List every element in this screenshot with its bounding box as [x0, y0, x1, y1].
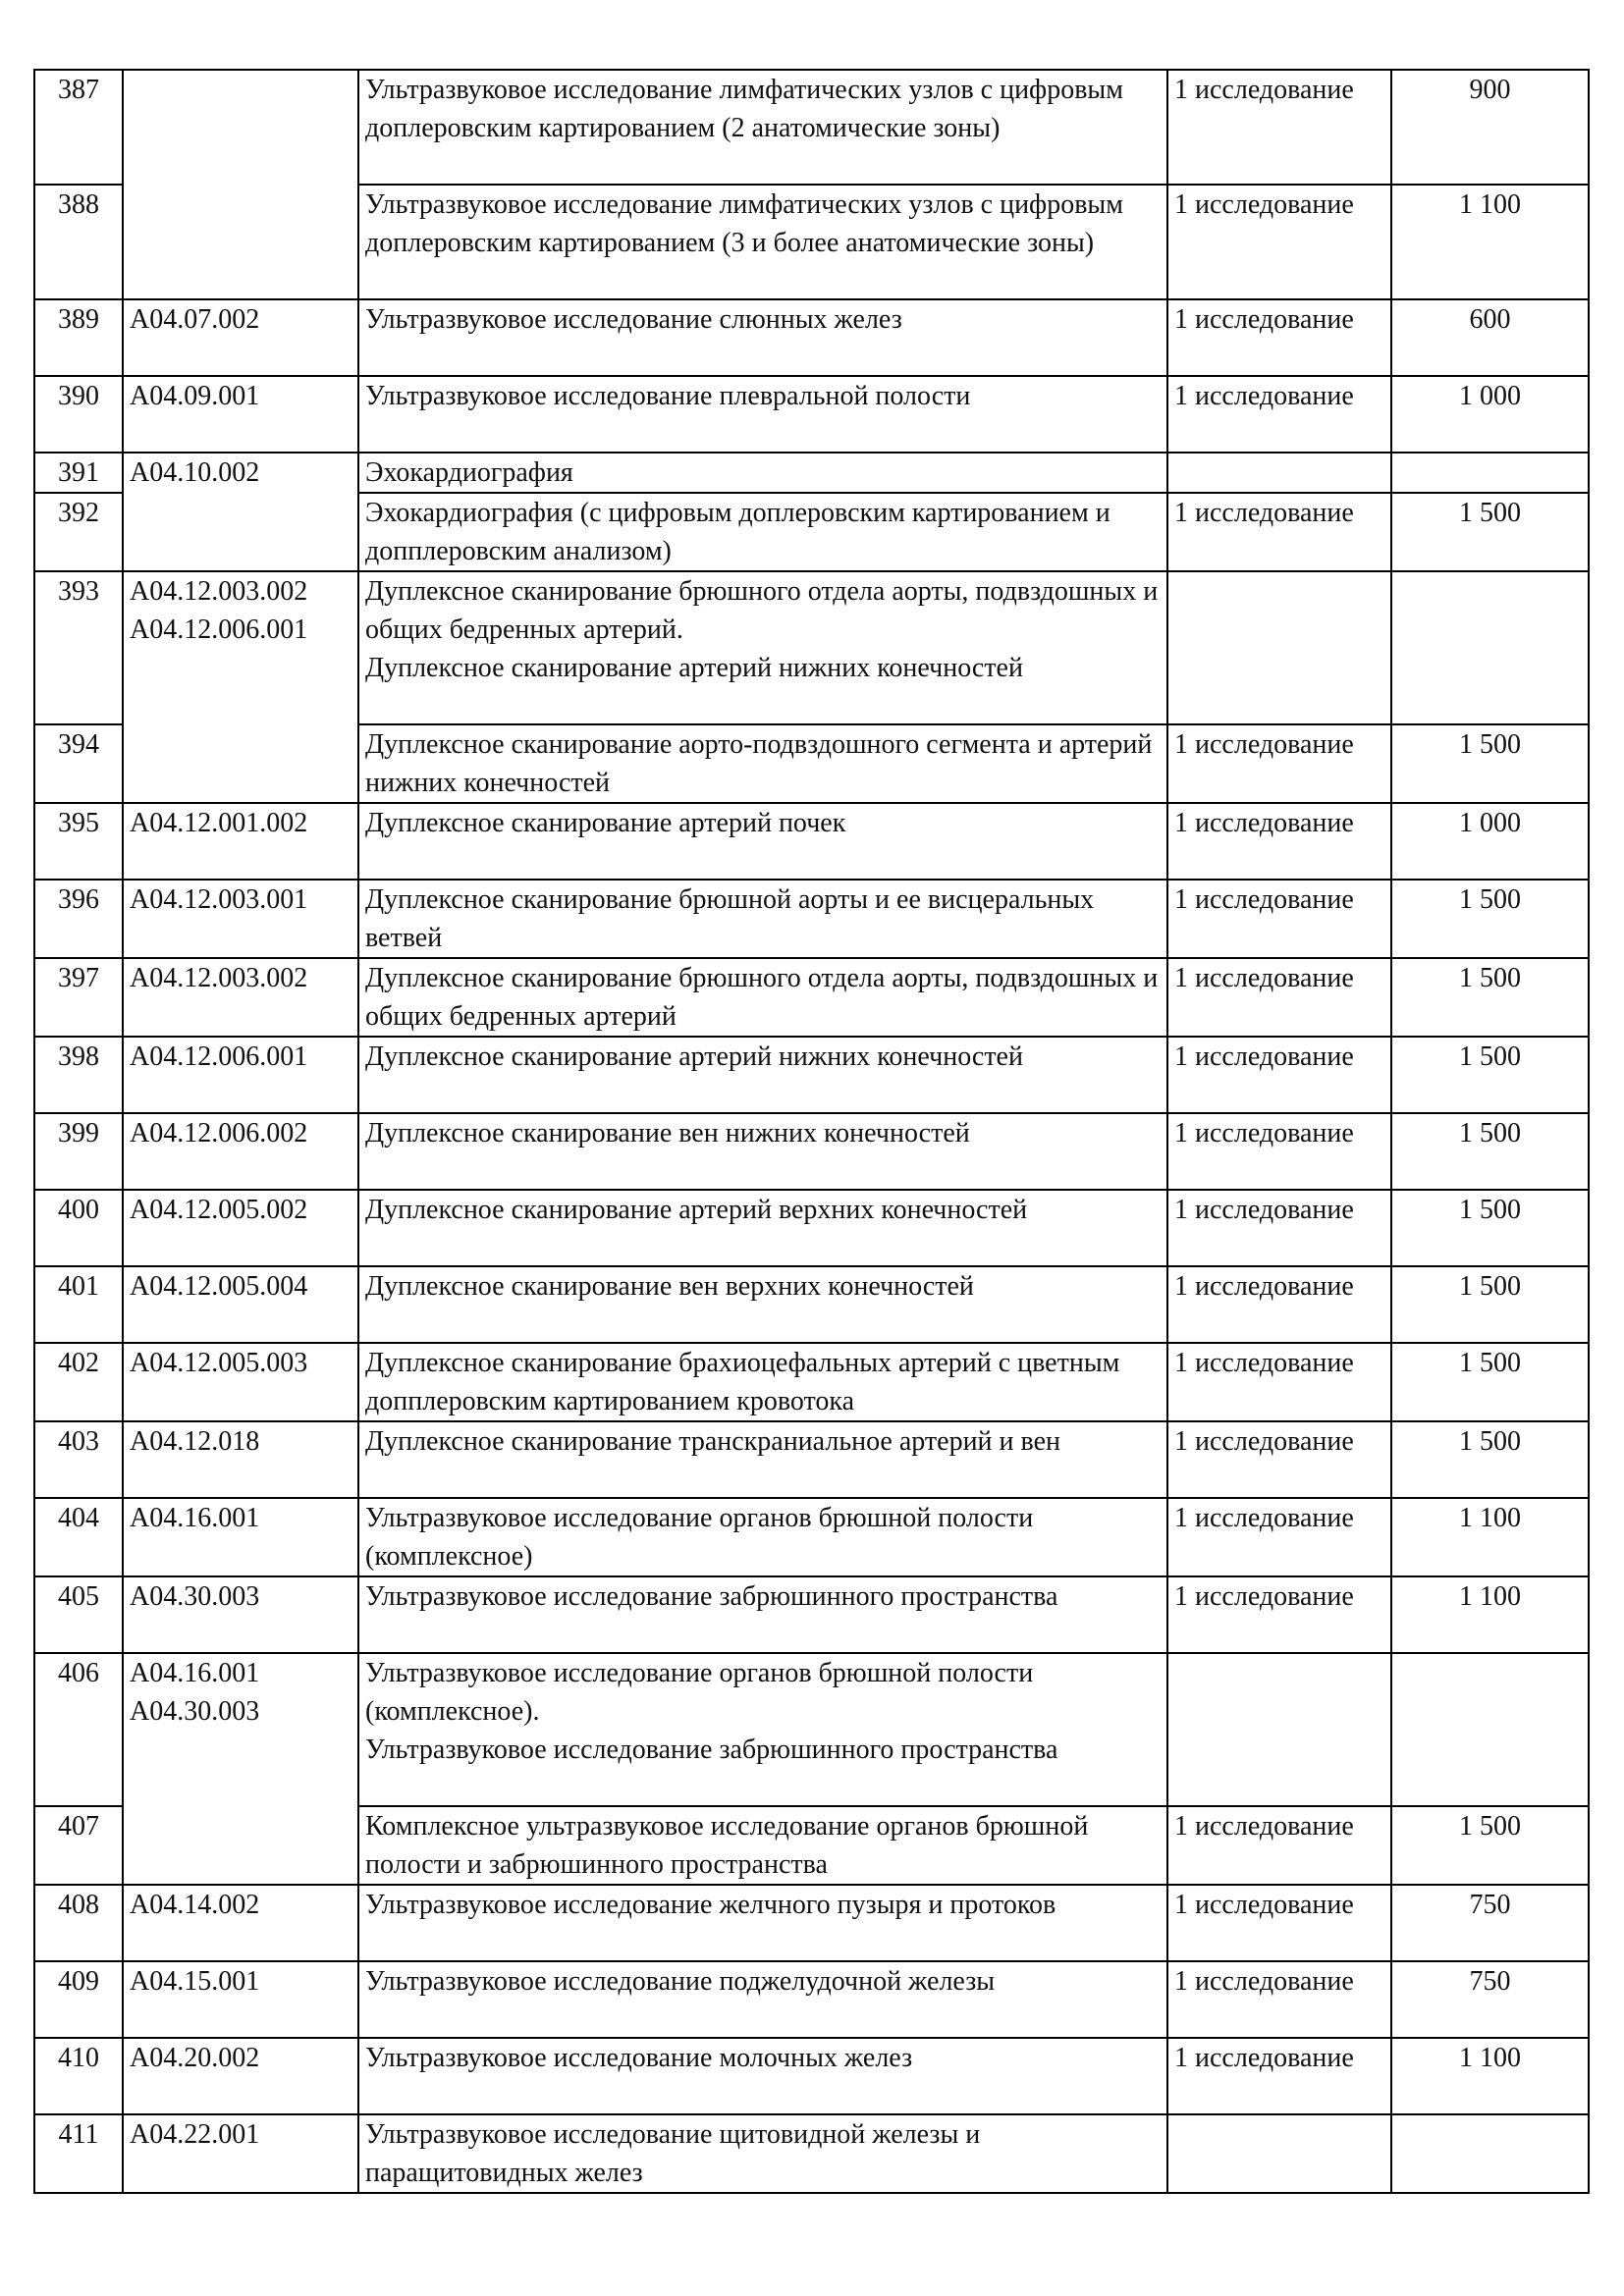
row-number: 393	[34, 571, 123, 724]
service-code-line: A04.12.003.002	[130, 963, 308, 993]
service-unit: 1 исследование	[1167, 803, 1391, 880]
service-code	[123, 1653, 358, 1885]
service-price: 750	[1391, 1961, 1589, 2038]
service-name-line: Ультразвуковое исследование лимфатических узлов с цифровым доплеровским картированием (2 анатомические зоны)	[365, 75, 1123, 143]
service-price: 1 000	[1391, 803, 1589, 880]
service-code-line: A04.10.002	[130, 457, 260, 488]
service-name-line: Дуплексное сканирование артерий верхних конечностей	[365, 1195, 1028, 1225]
table-row	[34, 1653, 1589, 1806]
service-code	[123, 299, 358, 376]
service-name-line: Ультразвуковое исследование лимфатических узлов с цифровым доплеровским картированием (3 и более анатомические зоны)	[365, 189, 1123, 258]
service-unit	[1167, 1653, 1391, 1806]
service-code-line: A04.12.006.001	[130, 1041, 308, 1072]
service-name	[358, 880, 1167, 958]
table-row	[34, 1498, 1589, 1576]
service-name-line: Ультразвуковое исследование органов брюшной полости (комплексное)	[365, 1503, 1034, 1572]
service-code	[123, 1498, 358, 1576]
row-number: 398	[34, 1037, 123, 1113]
service-price: 1 100	[1391, 2038, 1589, 2114]
service-name	[358, 185, 1167, 299]
service-price	[1391, 2114, 1589, 2193]
table-row	[34, 2114, 1589, 2193]
service-code	[123, 1885, 358, 1961]
table-row	[34, 1576, 1589, 1653]
service-code-line: A04.07.002	[130, 304, 260, 335]
service-unit: 1 исследование	[1167, 958, 1391, 1037]
service-code-line: A04.14.002	[130, 1890, 260, 1920]
table-row	[34, 2038, 1589, 2114]
service-name-line: Комплексное ультразвуковое исследование органов брюшной полости и забрюшинного пространства	[365, 1811, 1089, 1880]
service-code	[123, 1037, 358, 1113]
table-row	[34, 70, 1589, 185]
service-unit: 1 исследование	[1167, 1113, 1391, 1190]
service-price: 1 100	[1391, 1576, 1589, 1653]
service-price: 1 500	[1391, 493, 1589, 571]
service-code-line: A04.15.001	[130, 1966, 260, 1997]
service-code	[123, 1576, 358, 1653]
service-code	[123, 571, 358, 803]
row-number: 391	[34, 453, 123, 493]
table-row	[34, 1961, 1589, 2038]
table-row	[34, 299, 1589, 376]
service-unit	[1167, 571, 1391, 724]
service-name	[358, 453, 1167, 493]
service-name	[358, 1343, 1167, 1421]
service-name-line: Эхокардиография	[365, 457, 573, 488]
service-name-line: Ультразвуковое исследование щитовидной железы и паращитовидных желез	[365, 2119, 981, 2188]
service-name	[358, 1576, 1167, 1653]
table-row	[34, 1113, 1589, 1190]
service-name	[358, 376, 1167, 453]
table-row	[34, 958, 1589, 1037]
service-code-line: A04.12.006.001	[130, 614, 308, 645]
table-row	[34, 803, 1589, 880]
row-number: 388	[34, 185, 123, 299]
service-name-line: Дуплексное сканирование вен нижних конечностей	[365, 1118, 970, 1148]
table-row	[34, 1885, 1589, 1961]
service-unit: 1 исследование	[1167, 376, 1391, 453]
price-table	[33, 69, 1590, 2194]
row-number: 406	[34, 1653, 123, 1806]
service-name-line: Ультразвуковое исследование желчного пузыря и протоков	[365, 1890, 1056, 1920]
service-price: 1 500	[1391, 1421, 1589, 1498]
service-name-line: Ультразвуковое исследование органов брюшной полости (комплексное).	[365, 1658, 1034, 1727]
service-unit: 1 исследование	[1167, 2038, 1391, 2114]
service-unit: 1 исследование	[1167, 493, 1391, 571]
row-number: 395	[34, 803, 123, 880]
service-name-line: Дуплексное сканирование транскраниальное артерий и вен	[365, 1426, 1060, 1457]
service-code	[123, 1343, 358, 1421]
row-number: 403	[34, 1421, 123, 1498]
service-unit: 1 исследование	[1167, 724, 1391, 803]
service-name	[358, 1885, 1167, 1961]
service-code-line: A04.12.003.001	[130, 884, 308, 915]
service-name-line: Эхокардиография (с цифровым доплеровским картированием и допплеровским анализом)	[365, 498, 1110, 566]
service-code	[123, 1266, 358, 1343]
service-name-line: Ультразвуковое исследование молочных желез	[365, 2043, 913, 2073]
service-unit: 1 исследование	[1167, 1498, 1391, 1576]
service-name	[358, 571, 1167, 724]
table-row	[34, 453, 1589, 493]
service-code	[123, 70, 358, 299]
service-unit: 1 исследование	[1167, 880, 1391, 958]
service-name	[358, 1806, 1167, 1885]
service-code-line: A04.20.002	[130, 2043, 260, 2073]
service-name	[358, 803, 1167, 880]
service-price: 1 500	[1391, 958, 1589, 1037]
row-number: 405	[34, 1576, 123, 1653]
service-unit: 1 исследование	[1167, 1266, 1391, 1343]
service-name	[358, 299, 1167, 376]
service-code-line: A04.16.001	[130, 1658, 260, 1688]
table-row	[34, 571, 1589, 724]
table-row	[34, 376, 1589, 453]
service-name	[358, 1498, 1167, 1576]
service-code-line: A04.16.001	[130, 1503, 260, 1533]
service-price: 1 500	[1391, 1343, 1589, 1421]
row-number: 389	[34, 299, 123, 376]
service-code	[123, 1421, 358, 1498]
table-row	[34, 1343, 1589, 1421]
row-number: 409	[34, 1961, 123, 2038]
service-name	[358, 1653, 1167, 1806]
service-name	[358, 1190, 1167, 1266]
service-code-line: A04.09.001	[130, 381, 260, 411]
service-name	[358, 493, 1167, 571]
service-code	[123, 880, 358, 958]
service-unit	[1167, 2114, 1391, 2193]
row-number: 402	[34, 1343, 123, 1421]
service-name	[358, 2114, 1167, 2193]
service-price: 1 500	[1391, 1037, 1589, 1113]
row-number: 404	[34, 1498, 123, 1576]
service-code-line: A04.22.001	[130, 2119, 260, 2150]
row-number: 390	[34, 376, 123, 453]
service-price	[1391, 453, 1589, 493]
service-unit: 1 исследование	[1167, 1343, 1391, 1421]
service-name-line: Дуплексное сканирование брюшной аорты и ее висцеральных ветвей	[365, 884, 1095, 953]
service-code-line: A04.30.003	[130, 1581, 260, 1612]
service-name	[358, 70, 1167, 185]
service-price: 1 100	[1391, 185, 1589, 299]
service-price: 900	[1391, 70, 1589, 185]
service-code	[123, 453, 358, 571]
service-code-line: A04.12.005.004	[130, 1271, 308, 1302]
service-code-line: A04.12.001.002	[130, 808, 308, 838]
service-code-line: A04.12.006.002	[130, 1118, 308, 1148]
service-price	[1391, 1653, 1589, 1806]
service-name-line: Дуплексное сканирование артерий нижних конечностей	[365, 653, 1023, 683]
row-number: 408	[34, 1885, 123, 1961]
service-unit	[1167, 453, 1391, 493]
service-code	[123, 1113, 358, 1190]
service-name-line: Ультразвуковое исследование забрюшинного пространства	[365, 1581, 1058, 1612]
service-name	[358, 1266, 1167, 1343]
service-unit: 1 исследование	[1167, 1190, 1391, 1266]
service-name	[358, 1037, 1167, 1113]
service-price: 750	[1391, 1885, 1589, 1961]
service-unit: 1 исследование	[1167, 1576, 1391, 1653]
service-name	[358, 1421, 1167, 1498]
service-code	[123, 376, 358, 453]
service-code	[123, 803, 358, 880]
service-name-line: Дуплексное сканирование аорто-подвздошного сегмента и артерий нижних конечностей	[365, 729, 1153, 798]
service-price: 1 500	[1391, 880, 1589, 958]
row-number: 394	[34, 724, 123, 803]
service-price: 1 000	[1391, 376, 1589, 453]
service-name-line: Ультразвуковое исследование поджелудочной железы	[365, 1966, 996, 1997]
service-code-line: A04.12.005.003	[130, 1348, 308, 1378]
service-code-line: A04.30.003	[130, 1696, 260, 1727]
row-number: 396	[34, 880, 123, 958]
service-price: 1 500	[1391, 1266, 1589, 1343]
service-name-line: Дуплексное сканирование брахиоцефальных артерий с цветным допплеровским картированием кровотока	[365, 1348, 1120, 1416]
service-unit: 1 исследование	[1167, 1421, 1391, 1498]
service-price: 600	[1391, 299, 1589, 376]
service-code	[123, 958, 358, 1037]
service-unit: 1 исследование	[1167, 299, 1391, 376]
service-code-line: A04.12.018	[130, 1426, 260, 1457]
table-row	[34, 1266, 1589, 1343]
service-name	[358, 1961, 1167, 2038]
row-number: 392	[34, 493, 123, 571]
service-name-line: Дуплексное сканирование брюшного отдела аорты, подвздошных и общих бедренных артерий.	[365, 576, 1159, 645]
table-row	[34, 880, 1589, 958]
row-number: 400	[34, 1190, 123, 1266]
service-code	[123, 2114, 358, 2193]
service-price: 1 500	[1391, 1113, 1589, 1190]
service-price	[1391, 571, 1589, 724]
service-name-line: Ультразвуковое исследование забрюшинного пространства	[365, 1735, 1058, 1765]
service-unit: 1 исследование	[1167, 1961, 1391, 2038]
row-number: 401	[34, 1266, 123, 1343]
service-name-line: Ультразвуковое исследование плевральной полости	[365, 381, 971, 411]
service-code	[123, 2038, 358, 2114]
row-number: 397	[34, 958, 123, 1037]
table-row	[34, 1190, 1589, 1266]
service-name-line: Дуплексное сканирование артерий нижних конечностей	[365, 1041, 1023, 1072]
service-name-line: Дуплексное сканирование брюшного отдела аорты, подвздошных и общих бедренных артерий	[365, 963, 1159, 1032]
service-unit: 1 исследование	[1167, 185, 1391, 299]
service-price: 1 500	[1391, 1190, 1589, 1266]
service-price: 1 500	[1391, 1806, 1589, 1885]
table-row	[34, 1421, 1589, 1498]
service-code-line: A04.12.003.002	[130, 576, 308, 607]
row-number: 407	[34, 1806, 123, 1885]
service-price: 1 100	[1391, 1498, 1589, 1576]
service-unit: 1 исследование	[1167, 70, 1391, 185]
service-code	[123, 1961, 358, 2038]
price-table-body	[34, 70, 1589, 2193]
service-code	[123, 1190, 358, 1266]
service-unit: 1 исследование	[1167, 1806, 1391, 1885]
service-code-line: A04.12.005.002	[130, 1195, 308, 1225]
service-name-line: Ультразвуковое исследование слюнных желез	[365, 304, 902, 335]
service-name	[358, 958, 1167, 1037]
row-number: 387	[34, 70, 123, 185]
service-name	[358, 2038, 1167, 2114]
service-unit: 1 исследование	[1167, 1885, 1391, 1961]
service-name-line: Дуплексное сканирование артерий почек	[365, 808, 846, 838]
row-number: 410	[34, 2038, 123, 2114]
service-name	[358, 724, 1167, 803]
row-number: 411	[34, 2114, 123, 2193]
service-name	[358, 1113, 1167, 1190]
table-row	[34, 1037, 1589, 1113]
service-price: 1 500	[1391, 724, 1589, 803]
row-number: 399	[34, 1113, 123, 1190]
service-unit: 1 исследование	[1167, 1037, 1391, 1113]
service-name-line: Дуплексное сканирование вен верхних конечностей	[365, 1271, 974, 1302]
